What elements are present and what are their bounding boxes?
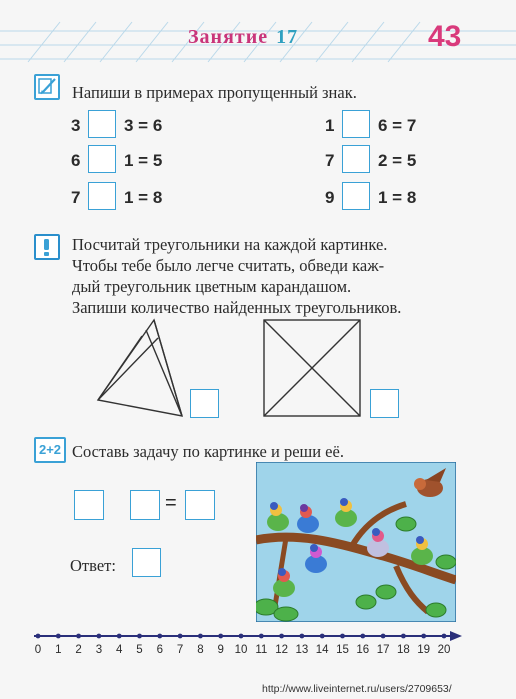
number-line-label: 13 xyxy=(295,644,309,656)
two-plus-two-icon: 2+2 xyxy=(34,437,66,463)
number-line-label: 14 xyxy=(315,644,329,656)
answer-box[interactable] xyxy=(342,110,370,138)
number-line-label: 19 xyxy=(417,644,431,656)
number-line-tick xyxy=(320,634,325,639)
triangle-count-box-1[interactable] xyxy=(190,389,219,418)
answer-label: Ответ: xyxy=(70,556,116,575)
example-number: 3 xyxy=(71,116,81,135)
number-line-label: 9 xyxy=(217,644,224,656)
number-line-tick xyxy=(421,634,426,639)
lesson-word: Занятие xyxy=(188,26,269,48)
pencil-icon xyxy=(34,74,60,100)
number-line-tick xyxy=(259,634,264,639)
lesson-title xyxy=(188,26,298,49)
number-line-label: 1 xyxy=(55,644,62,656)
equation-box-3[interactable] xyxy=(185,490,215,520)
example-rest: 3 = 6 xyxy=(124,116,163,135)
example-rest: 1 = 8 xyxy=(124,188,163,207)
triangle-count-box-2[interactable] xyxy=(370,389,399,418)
task3-instruction: Составь задачу по картинке и реши её. xyxy=(72,442,344,461)
number-line-label: 5 xyxy=(136,644,143,656)
number-line-label: 0 xyxy=(34,644,42,656)
example-rest: 1 = 5 xyxy=(124,151,163,170)
number-line-tick xyxy=(76,634,81,639)
number-line-tick xyxy=(157,634,162,639)
number-line-tick xyxy=(36,634,41,639)
number-line-tick xyxy=(442,634,447,639)
number-line-tick xyxy=(198,634,203,639)
number-line-tick xyxy=(279,634,284,639)
number-line-label: 8 xyxy=(197,644,204,656)
number-line-label: 18 xyxy=(396,644,410,656)
number-line-label: 4 xyxy=(115,644,123,656)
example-number: 7 xyxy=(325,151,335,170)
lesson-number: 17 xyxy=(276,26,299,48)
answer-box-final[interactable] xyxy=(132,548,161,577)
number-line-tick xyxy=(178,634,183,639)
answer-box[interactable] xyxy=(88,182,116,210)
example-rest: 6 = 7 xyxy=(378,116,417,135)
task2-line: Чтобы тебе было легче считать, обведи каж- xyxy=(72,256,385,275)
example-rest: 1 = 8 xyxy=(378,188,417,207)
example-rest: 2 = 5 xyxy=(378,151,417,170)
number-line-label: 7 xyxy=(176,644,184,656)
number-line-label: 3 xyxy=(95,644,103,656)
birds-picture xyxy=(256,462,456,622)
number-line-label: 15 xyxy=(336,644,349,656)
equals-sign: = xyxy=(165,492,177,514)
number-line-label: 6 xyxy=(156,644,163,656)
equation-box-2[interactable] xyxy=(130,490,160,520)
answer-box[interactable] xyxy=(342,182,370,210)
number-line-label: 16 xyxy=(356,644,370,656)
number-line-label: 11 xyxy=(255,644,268,656)
number-line-label: 12 xyxy=(275,644,288,656)
answer-box[interactable] xyxy=(342,145,370,173)
number-line-tick xyxy=(117,634,122,639)
number-line-tick xyxy=(239,634,244,639)
number-line-tick xyxy=(360,634,365,639)
number-line-label: 10 xyxy=(234,644,248,656)
example-number: 1 xyxy=(325,116,335,135)
number-line-tick xyxy=(401,634,406,639)
answer-box[interactable] xyxy=(88,110,116,138)
triangle-figure xyxy=(90,318,190,422)
watermark-url: http://www.liveinternet.ru/users/2709653/ xyxy=(262,683,452,695)
number-line-tick xyxy=(137,634,142,639)
page-number: 43 xyxy=(428,20,462,53)
number-line-tick xyxy=(218,634,223,639)
task2-line: Посчитай треугольники на каждой картинке. xyxy=(72,235,388,254)
number-line-tick xyxy=(97,634,102,639)
number-line-tick xyxy=(340,634,345,639)
number-line-label: 2 xyxy=(75,644,82,656)
task1-instruction: Напиши в примерах пропущенный знак. xyxy=(72,83,357,102)
number-line-tick xyxy=(56,634,61,639)
number-line-tick xyxy=(300,634,305,639)
example-number: 6 xyxy=(71,151,81,170)
equation-box-1[interactable] xyxy=(74,490,104,520)
number-line-label: 20 xyxy=(437,644,451,656)
task2-line: дый треугольник цветным карандашом. xyxy=(72,277,352,296)
square-figure xyxy=(262,318,362,418)
example-number: 7 xyxy=(71,188,81,207)
answer-box[interactable] xyxy=(88,145,116,173)
task2-instruction xyxy=(72,234,472,318)
exclamation-icon xyxy=(34,234,60,260)
number-line-label: 17 xyxy=(376,644,390,656)
example-number: 9 xyxy=(325,188,335,207)
number-line-tick xyxy=(381,634,386,639)
task2-line: Запиши количество найденных треугольников. xyxy=(72,298,402,317)
